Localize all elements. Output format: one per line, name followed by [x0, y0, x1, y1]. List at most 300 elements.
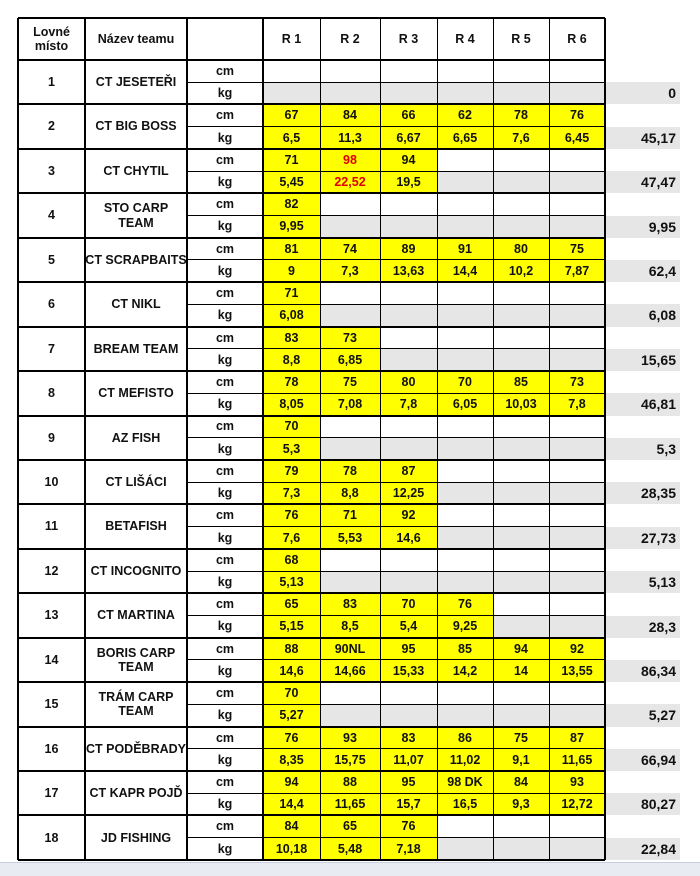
cm-cell: 84 — [320, 104, 380, 126]
grid-line — [604, 18, 606, 860]
cm-cell: 71 — [263, 149, 320, 171]
cm-cell: 91 — [437, 238, 493, 260]
kg-cell: 7,08 — [320, 393, 380, 415]
cm-cell: 73 — [549, 371, 605, 393]
unit-cm-label: cm — [215, 819, 235, 834]
cm-cell — [493, 682, 549, 704]
total-spacer — [605, 727, 680, 749]
grid-line — [18, 726, 605, 728]
unit-kg-label: kg — [217, 797, 233, 812]
cm-cell — [380, 549, 437, 571]
kg-cell — [549, 571, 605, 593]
kg-cell: 11,07 — [380, 749, 437, 771]
cm-cell: 70 — [263, 682, 320, 704]
kg-cell — [493, 216, 549, 238]
place-number: 17 — [44, 786, 59, 801]
kg-cell — [493, 171, 549, 193]
grid-line — [18, 415, 605, 417]
kg-cell — [437, 438, 493, 460]
grid-line — [18, 192, 605, 194]
kg-cell: 15,7 — [380, 793, 437, 815]
unit-kg-label: kg — [217, 86, 233, 101]
place-number: 15 — [44, 697, 59, 712]
kg-cell — [549, 349, 605, 371]
kg-cell — [549, 82, 605, 104]
kg-cell: 9 — [263, 260, 320, 282]
kg-cell — [320, 216, 380, 238]
unit-cm-label: cm — [215, 152, 235, 167]
total-spacer — [605, 638, 680, 660]
unit-kg-label: kg — [217, 663, 233, 678]
place-number: 12 — [44, 563, 59, 578]
cm-cell: 68 — [263, 549, 320, 571]
kg-cell: 6,85 — [320, 349, 380, 371]
kg-cell: 14,66 — [320, 660, 380, 682]
grid-line — [187, 348, 605, 349]
place-number: 4 — [48, 208, 55, 223]
unit-kg-label: kg — [217, 708, 233, 723]
kg-cell: 9,95 — [263, 216, 320, 238]
cm-cell: 66 — [380, 104, 437, 126]
total-spacer — [605, 682, 680, 704]
kg-cell — [263, 82, 320, 104]
kg-cell: 7,8 — [549, 393, 605, 415]
kg-cell — [549, 304, 605, 326]
cm-cell — [437, 504, 493, 526]
kg-cell — [437, 704, 493, 726]
cm-cell: 88 — [320, 771, 380, 793]
cm-cell — [380, 682, 437, 704]
cm-cell: 83 — [320, 593, 380, 615]
header-round-1: R 1 — [281, 31, 302, 46]
cm-cell: 76 — [263, 504, 320, 526]
cm-cell: 78 — [320, 460, 380, 482]
cm-cell: 98 DK — [437, 771, 493, 793]
cm-cell: 84 — [263, 815, 320, 837]
cm-cell — [320, 193, 380, 215]
kg-cell — [320, 82, 380, 104]
kg-cell: 14 — [493, 660, 549, 682]
grid-line — [18, 548, 605, 550]
cm-cell: 65 — [263, 593, 320, 615]
team-name: CT KAPR POJĎ — [89, 786, 183, 801]
grid-line — [18, 59, 605, 61]
cm-cell — [437, 60, 493, 82]
grid-line — [187, 793, 605, 794]
kg-cell — [437, 571, 493, 593]
team-total: 27,73 — [605, 527, 680, 549]
kg-cell — [493, 482, 549, 504]
unit-kg-label: kg — [217, 263, 233, 278]
grid-line — [187, 82, 605, 83]
cm-cell: 80 — [380, 371, 437, 393]
team-total: 22,84 — [605, 838, 680, 860]
grid-line — [18, 681, 605, 683]
cm-cell — [437, 460, 493, 482]
team-total: 80,27 — [605, 793, 680, 815]
kg-cell: 5,4 — [380, 616, 437, 638]
kg-cell — [493, 704, 549, 726]
kg-cell — [437, 216, 493, 238]
team-name: TRÁM CARP TEAM — [98, 690, 174, 719]
cm-cell — [493, 504, 549, 526]
cm-cell — [380, 60, 437, 82]
kg-cell: 7,3 — [263, 482, 320, 504]
kg-cell: 6,65 — [437, 127, 493, 149]
team-name: CT NIKL — [111, 297, 161, 312]
kg-cell: 15,75 — [320, 749, 380, 771]
cm-cell: 81 — [263, 238, 320, 260]
cm-cell — [263, 60, 320, 82]
cm-cell — [549, 60, 605, 82]
cm-cell — [493, 416, 549, 438]
total-spacer — [605, 327, 680, 349]
kg-cell: 5,27 — [263, 704, 320, 726]
team-name: JD FISHING — [100, 830, 172, 845]
cm-cell: 94 — [263, 771, 320, 793]
cm-cell: 86 — [437, 727, 493, 749]
grid-line — [187, 748, 605, 749]
grid-line — [18, 370, 605, 372]
team-total: 86,34 — [605, 660, 680, 682]
place-number: 7 — [48, 341, 55, 356]
kg-cell: 10,18 — [263, 838, 320, 860]
cm-cell: 75 — [320, 371, 380, 393]
team-total: 45,17 — [605, 127, 680, 149]
team-name: CT SCRAPBAITS — [85, 252, 187, 267]
header-position: Lovné místo — [33, 24, 70, 53]
team-name: BETAFISH — [105, 519, 167, 534]
team-name: CT CHYTIL — [103, 163, 169, 178]
cm-cell — [437, 282, 493, 304]
kg-cell: 13,55 — [549, 660, 605, 682]
cm-cell: 78 — [493, 104, 549, 126]
cm-cell — [493, 460, 549, 482]
cm-cell — [549, 282, 605, 304]
unit-kg-label: kg — [217, 308, 233, 323]
cm-cell: 87 — [380, 460, 437, 482]
grid-line — [320, 18, 321, 860]
cm-cell — [320, 416, 380, 438]
kg-cell — [493, 571, 549, 593]
cm-cell: 98 — [320, 149, 380, 171]
grid-line — [18, 592, 605, 594]
place-number: 13 — [44, 608, 59, 623]
team-name: BORIS CARP TEAM — [96, 645, 176, 674]
grid-line — [18, 281, 605, 283]
kg-cell: 9,1 — [493, 749, 549, 771]
kg-cell — [380, 349, 437, 371]
cm-cell: 79 — [263, 460, 320, 482]
header-round-2: R 2 — [340, 31, 360, 46]
kg-cell: 7,18 — [380, 838, 437, 860]
kg-cell: 11,02 — [437, 749, 493, 771]
grid-line — [17, 18, 19, 860]
cm-cell: 75 — [493, 727, 549, 749]
team-total: 47,47 — [605, 171, 680, 193]
place-number: 14 — [44, 652, 59, 667]
cm-cell: 71 — [263, 282, 320, 304]
kg-cell: 14,4 — [263, 793, 320, 815]
kg-cell — [380, 438, 437, 460]
cm-cell — [320, 682, 380, 704]
unit-kg-label: kg — [217, 486, 233, 501]
grid-line — [18, 503, 605, 505]
grid-line — [18, 770, 605, 772]
place-number: 2 — [48, 119, 55, 134]
cm-cell — [437, 815, 493, 837]
kg-cell: 19,5 — [380, 171, 437, 193]
cm-cell: 94 — [380, 149, 437, 171]
cm-cell: 70 — [263, 416, 320, 438]
place-number: 3 — [48, 163, 55, 178]
kg-cell: 6,08 — [263, 304, 320, 326]
unit-cm-label: cm — [215, 730, 235, 745]
unit-cm-label: cm — [215, 108, 235, 123]
cm-cell — [380, 193, 437, 215]
team-total: 6,08 — [605, 304, 680, 326]
unit-kg-label: kg — [217, 175, 233, 190]
kg-cell — [437, 349, 493, 371]
kg-cell: 5,53 — [320, 527, 380, 549]
team-name: CT PODĚBRADY — [85, 741, 186, 756]
kg-cell: 11,3 — [320, 127, 380, 149]
total-spacer — [605, 504, 680, 526]
place-number: 18 — [44, 830, 59, 845]
total-spacer — [605, 238, 680, 260]
grid-line — [187, 393, 605, 394]
total-spacer — [605, 193, 680, 215]
kg-cell: 8,35 — [263, 749, 320, 771]
place-number: 11 — [44, 519, 59, 534]
team-name: CT JESETEŘI — [95, 75, 177, 90]
cm-cell — [493, 815, 549, 837]
total-spacer — [605, 371, 680, 393]
cm-cell: 71 — [320, 504, 380, 526]
kg-cell — [549, 216, 605, 238]
kg-cell: 14,2 — [437, 660, 493, 682]
cm-cell — [493, 149, 549, 171]
cm-cell: 92 — [549, 638, 605, 660]
kg-cell: 13,63 — [380, 260, 437, 282]
cm-cell — [437, 549, 493, 571]
unit-cm-label: cm — [215, 197, 235, 212]
cm-cell: 89 — [380, 238, 437, 260]
unit-kg-label: kg — [217, 130, 233, 145]
kg-cell: 12,25 — [380, 482, 437, 504]
unit-kg-label: kg — [217, 574, 233, 589]
cm-cell — [437, 149, 493, 171]
kg-cell: 5,48 — [320, 838, 380, 860]
grid-line — [18, 459, 605, 461]
grid-line — [84, 18, 86, 860]
grid-line — [18, 859, 605, 861]
cm-cell: 67 — [263, 104, 320, 126]
total-spacer — [605, 416, 680, 438]
cm-cell — [549, 504, 605, 526]
total-spacer — [605, 815, 680, 837]
grid-line — [187, 304, 605, 305]
cm-cell: 76 — [263, 727, 320, 749]
kg-cell — [320, 704, 380, 726]
kg-cell: 9,3 — [493, 793, 549, 815]
unit-kg-label: kg — [217, 397, 233, 412]
grid-line — [187, 171, 605, 172]
grid-line — [187, 704, 605, 705]
kg-cell — [437, 838, 493, 860]
cm-cell — [549, 416, 605, 438]
kg-cell: 8,8 — [263, 349, 320, 371]
place-number: 1 — [48, 75, 55, 90]
grid-line — [187, 526, 605, 527]
kg-cell: 8,05 — [263, 393, 320, 415]
grid-line — [18, 17, 605, 19]
team-name: STO CARP TEAM — [103, 201, 169, 230]
cm-cell: 78 — [263, 371, 320, 393]
place-number: 6 — [48, 297, 55, 312]
unit-cm-label: cm — [215, 597, 235, 612]
kg-cell: 6,05 — [437, 393, 493, 415]
kg-cell — [320, 571, 380, 593]
team-total: 5,27 — [605, 704, 680, 726]
kg-cell — [549, 838, 605, 860]
cm-cell: 83 — [380, 727, 437, 749]
header-round-4: R 4 — [455, 31, 475, 46]
cm-cell — [549, 460, 605, 482]
cm-cell — [437, 416, 493, 438]
kg-cell — [549, 482, 605, 504]
cm-cell: 73 — [320, 327, 380, 349]
kg-cell: 14,6 — [380, 527, 437, 549]
kg-cell — [549, 527, 605, 549]
cm-cell — [437, 193, 493, 215]
kg-cell — [493, 304, 549, 326]
cm-cell — [549, 593, 605, 615]
unit-kg-label: kg — [217, 352, 233, 367]
team-total: 28,35 — [605, 482, 680, 504]
total-spacer — [605, 460, 680, 482]
cm-cell: 92 — [380, 504, 437, 526]
cm-cell — [380, 416, 437, 438]
unit-cm-label: cm — [215, 686, 235, 701]
team-name: AZ FISH — [111, 430, 161, 445]
kg-cell — [320, 438, 380, 460]
cm-cell: 65 — [320, 815, 380, 837]
cm-cell — [549, 327, 605, 349]
kg-cell — [437, 82, 493, 104]
grid-line — [187, 615, 605, 616]
kg-cell: 15,33 — [380, 660, 437, 682]
team-name: CT LIŠÁCI — [105, 474, 167, 489]
grid-line — [187, 126, 605, 127]
cm-cell — [493, 193, 549, 215]
header-total — [605, 18, 680, 60]
team-total: 62,4 — [605, 260, 680, 282]
cm-cell — [320, 282, 380, 304]
cm-cell: 80 — [493, 238, 549, 260]
header-round-6: R 6 — [567, 31, 587, 46]
cm-cell — [493, 327, 549, 349]
kg-cell: 22,52 — [320, 171, 380, 193]
kg-cell — [380, 82, 437, 104]
unit-cm-label: cm — [215, 286, 235, 301]
cm-cell: 83 — [263, 327, 320, 349]
kg-cell — [437, 304, 493, 326]
kg-cell — [549, 438, 605, 460]
unit-cm-label: cm — [215, 419, 235, 434]
unit-cm-label: cm — [215, 641, 235, 656]
total-spacer — [605, 593, 680, 615]
kg-cell: 14,6 — [263, 660, 320, 682]
cm-cell — [320, 60, 380, 82]
cm-cell — [549, 149, 605, 171]
cm-cell: 74 — [320, 238, 380, 260]
grid-line — [18, 637, 605, 639]
unit-cm-label: cm — [215, 774, 235, 789]
cm-cell — [493, 282, 549, 304]
total-spacer — [605, 282, 680, 304]
kg-cell — [437, 482, 493, 504]
kg-cell — [380, 216, 437, 238]
grid-line — [187, 659, 605, 660]
kg-cell: 16,5 — [437, 793, 493, 815]
kg-cell — [493, 438, 549, 460]
grid-line — [437, 18, 438, 860]
cm-cell: 85 — [437, 638, 493, 660]
cm-cell: 87 — [549, 727, 605, 749]
kg-cell: 9,25 — [437, 616, 493, 638]
team-name: CT BIG BOSS — [95, 119, 177, 134]
kg-cell: 7,3 — [320, 260, 380, 282]
kg-cell: 7,6 — [493, 127, 549, 149]
kg-cell: 5,13 — [263, 571, 320, 593]
unit-kg-label: kg — [217, 619, 233, 634]
kg-cell: 5,3 — [263, 438, 320, 460]
grid-line — [18, 326, 605, 328]
kg-cell — [493, 82, 549, 104]
cm-cell — [320, 549, 380, 571]
cm-cell — [549, 549, 605, 571]
cm-cell — [437, 327, 493, 349]
cm-cell: 95 — [380, 771, 437, 793]
grid-line — [187, 571, 605, 572]
team-total: 5,13 — [605, 571, 680, 593]
kg-cell: 11,65 — [320, 793, 380, 815]
cm-cell — [380, 327, 437, 349]
team-name: CT INCOGNITO — [90, 563, 182, 578]
kg-cell — [493, 838, 549, 860]
team-total: 28,3 — [605, 616, 680, 638]
unit-cm-label: cm — [215, 241, 235, 256]
cm-cell — [493, 60, 549, 82]
kg-cell: 6,67 — [380, 127, 437, 149]
kg-cell — [549, 704, 605, 726]
grid-line — [380, 18, 381, 860]
grid-line — [549, 18, 550, 860]
kg-cell: 7,8 — [380, 393, 437, 415]
kg-cell — [380, 704, 437, 726]
unit-cm-label: cm — [215, 330, 235, 345]
kg-cell — [380, 571, 437, 593]
kg-cell: 7,6 — [263, 527, 320, 549]
grid-line — [18, 103, 605, 105]
kg-cell — [493, 616, 549, 638]
cm-cell: 93 — [320, 727, 380, 749]
grid-line — [187, 215, 605, 216]
place-number: 9 — [48, 430, 55, 445]
kg-cell — [493, 349, 549, 371]
unit-cm-label: cm — [215, 552, 235, 567]
